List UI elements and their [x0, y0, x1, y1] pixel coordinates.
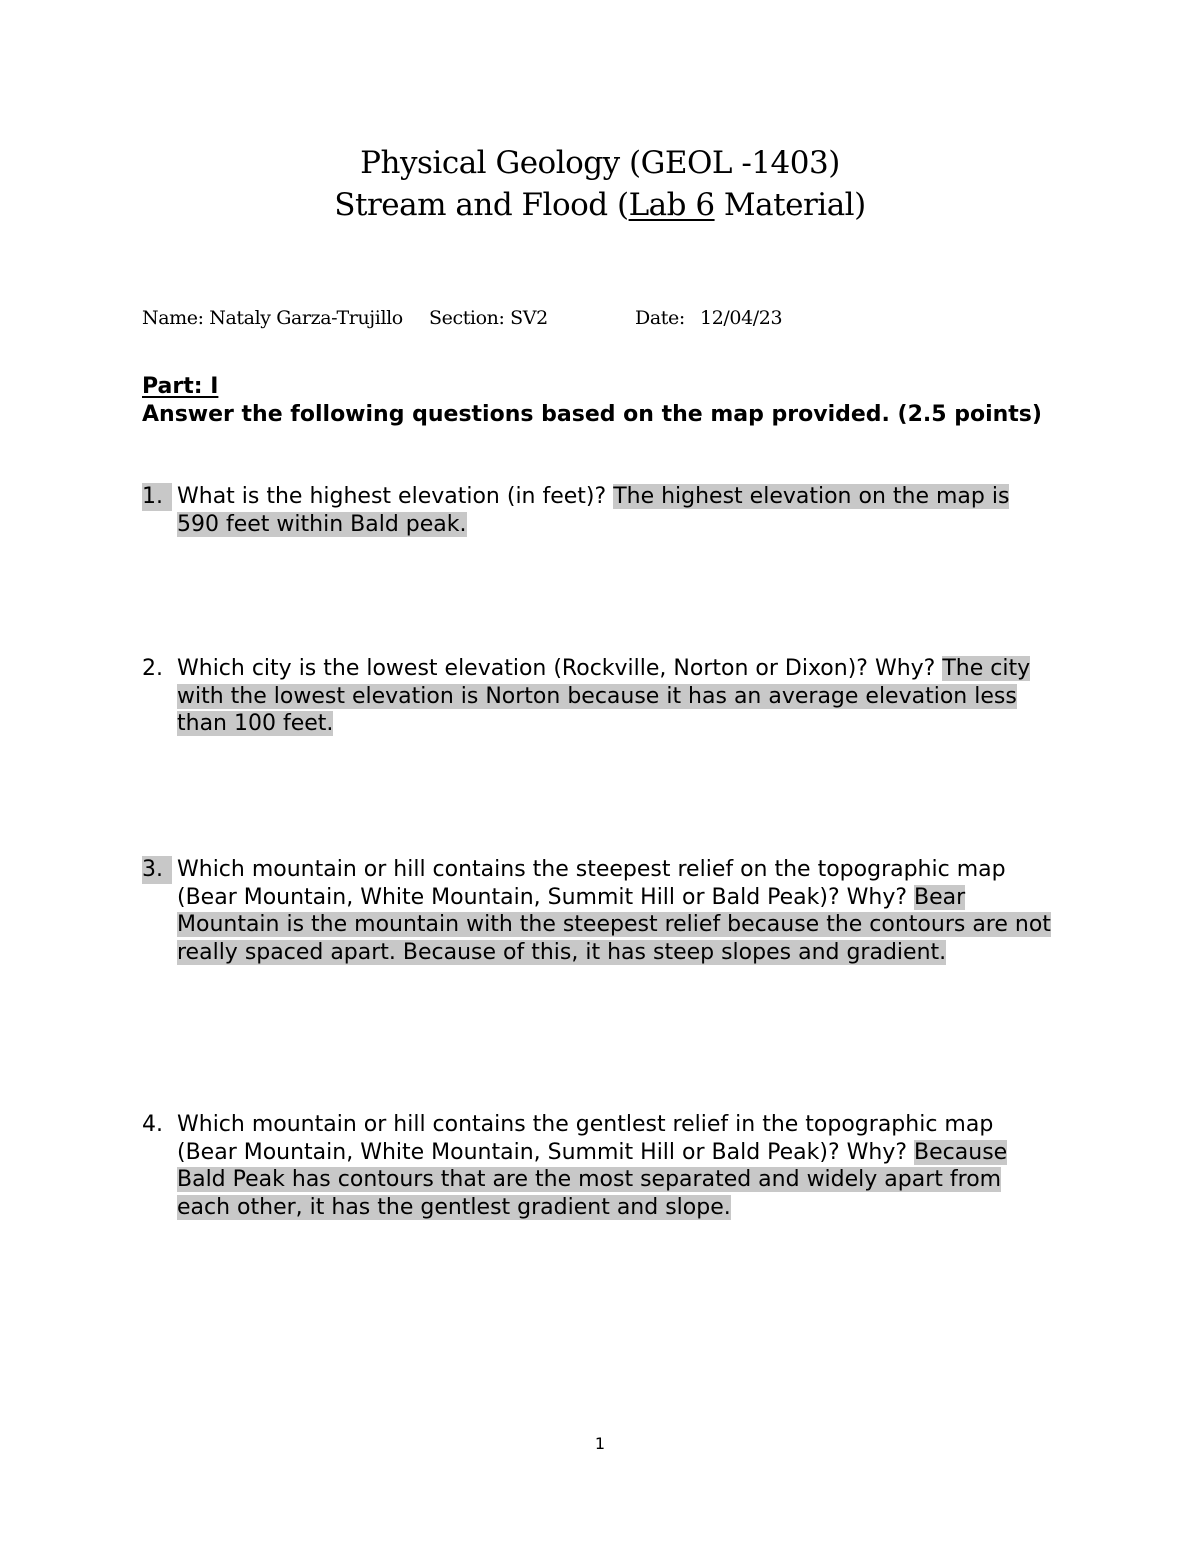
- answer-text: Because Bald Peak has contours that are the most separated and widely apart from each other, it has the gentlest gradient and slope.: [177, 1139, 1008, 1220]
- part-instruction: Answer the following questions based on the map provided. (2.5 points): [142, 401, 1042, 427]
- question-text: Which city is the lowest elevation (Rockville, Norton or Dixon)? Why?: [177, 656, 943, 681]
- question-content: [177, 1111, 1057, 1221]
- question-content: [177, 856, 1057, 966]
- lab-title: [0, 184, 1200, 226]
- student-name: Name: Nataly Garza-Trujillo: [142, 307, 403, 329]
- date-label: Date:: [635, 307, 685, 329]
- page-number: 1: [594, 1434, 606, 1453]
- question-content: [177, 483, 1057, 538]
- answer-text: Bear Mountain is the mountain with the steepest relief because the contours are not really spaced apart. Because of this, it has steep slopes and gradient.: [177, 884, 1051, 965]
- document-title: [0, 142, 1200, 226]
- question-text: What is the highest elevation (in feet)?: [177, 484, 614, 509]
- question-text: Which mountain or hill contains the steepest relief on the topographic map (Bear Mountain, White Mountain, Summit Hill or Bald Peak)? Why?: [177, 857, 1006, 910]
- part-label: Part: I: [142, 374, 219, 399]
- course-title: Physical Geology (GEOL -1403): [360, 145, 840, 181]
- lab-title-prefix: Stream and Flood (: [334, 187, 629, 223]
- date-value: 12/04/23: [700, 307, 783, 329]
- lab-title-suffix: Material): [714, 187, 866, 223]
- student-section: Section: SV2: [429, 307, 548, 329]
- part-heading: [142, 373, 1042, 428]
- question-number: 2.: [142, 656, 163, 681]
- question-number: 4.: [142, 1112, 163, 1137]
- answer-text: The highest elevation on the map is 590 feet within Bald peak.: [177, 484, 1010, 537]
- question-number: 1.: [142, 483, 172, 511]
- lab-number: Lab 6: [628, 187, 715, 223]
- question-text: Which mountain or hill contains the gentlest relief in the topographic map (Bear Mountain, White Mountain, Summit Hill or Bald Peak)? Why?: [177, 1112, 994, 1165]
- question-content: [177, 655, 1057, 738]
- question-number: 3.: [142, 856, 172, 884]
- answer-text: The city with the lowest elevation is Norton because it has an average elevation less than 100 feet.: [177, 656, 1031, 736]
